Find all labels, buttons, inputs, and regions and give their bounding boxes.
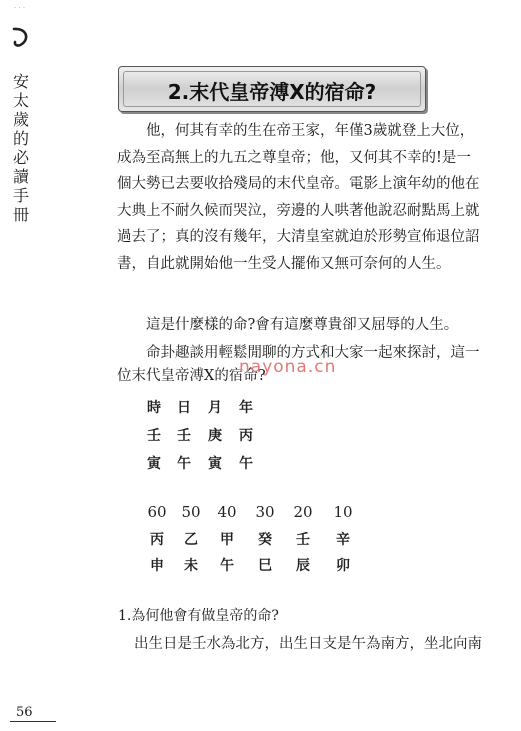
book-title-char: 太: [12, 91, 29, 110]
chapter-title-banner: [118, 66, 426, 112]
site-watermark: nayona.cn: [239, 357, 337, 377]
paragraph-line: 成為至高無上的九五之尊皇帝；他，又何其不幸的!是一: [117, 149, 471, 166]
paragraph-line: 個大勢已去要收拾殘局的末代皇帝。電影上演年幼的他在: [117, 176, 480, 192]
page-number: 56: [16, 705, 33, 720]
bazi-branch-cell: 寅: [208, 456, 222, 472]
dayun-age-cell: 50: [181, 503, 201, 521]
paragraph-line: 書，自此就開始他一生受人擺佈又無可奈何的人生。: [117, 255, 451, 272]
dayun-stem-cell: 丙: [150, 532, 164, 548]
paragraph-line: 這是什麼樣的命?會有這麼尊貴卻又屈辱的人生。: [146, 317, 459, 333]
dayun-age-cell: 10: [333, 503, 353, 521]
paragraph-line: 過去了；真的沒有幾年，大清皇室就迫於形勢宣佈退位詔: [117, 229, 480, 245]
bazi-header-cell: 日: [177, 400, 191, 416]
paragraph-line: 出生日是壬水為北方，出生日支是午為南方，坐北向南: [134, 636, 482, 652]
bazi-stem-cell: 庚: [208, 428, 222, 444]
paragraph-line: 他，何其有幸的生在帝王家，年僅3歲就登上大位，: [146, 123, 475, 139]
bazi-header-cell: 月: [208, 400, 222, 416]
book-title-char: 安: [12, 72, 29, 91]
bazi-stem-cell: 壬: [177, 428, 191, 444]
book-title-char: 手: [12, 186, 29, 205]
paragraph-line: 命卦趣談用輕鬆閒聊的方式和大家一起來探討，這一: [146, 345, 480, 361]
book-title-char: 讀: [12, 167, 29, 186]
dayun-stem-cell: 甲: [220, 532, 234, 548]
dayun-stem-cell: 癸: [258, 532, 272, 548]
dayun-branch-cell: 辰: [296, 558, 310, 574]
dayun-branch-cell: 午: [220, 558, 234, 574]
paragraph-intro: [117, 118, 489, 277]
bazi-stem-cell: 丙: [239, 428, 253, 444]
dayun-age-cell: 40: [217, 503, 237, 521]
dayun-age-cell: 60: [147, 503, 167, 521]
paragraph-line: 位末代皇帝溥X的宿命?: [117, 367, 266, 384]
bazi-branch-cell: 寅: [147, 456, 161, 472]
section-question: 1.為何他會有做皇帝的命?: [118, 608, 279, 624]
dayun-stem-cell: 乙: [184, 532, 198, 548]
book-title-char: 歲: [12, 110, 29, 129]
dayun-age-cell: 30: [255, 503, 275, 521]
dayun-branch-cell: 未: [184, 558, 198, 574]
corner-header-text: · · ·: [14, 4, 26, 12]
book-title-char: 冊: [12, 205, 29, 224]
bazi-stem-cell: 壬: [147, 428, 161, 444]
book-title-vertical: [8, 72, 34, 224]
swirl-ornament-icon: [10, 26, 32, 48]
bazi-header-cell: 時: [147, 400, 161, 416]
bazi-branch-cell: 午: [239, 456, 253, 472]
book-title-char: 必: [12, 148, 29, 167]
dayun-stem-cell: 辛: [336, 532, 350, 548]
page-number-rule: [10, 721, 56, 722]
book-title-char: 的: [12, 129, 29, 148]
dayun-branch-cell: 巳: [258, 558, 272, 574]
dayun-branch-cell: 申: [150, 558, 164, 574]
dayun-stem-cell: 壬: [296, 532, 310, 548]
bazi-branch-cell: 午: [177, 456, 191, 472]
chapter-title: 2.末代皇帝溥X的宿命?: [167, 80, 377, 104]
paragraph-question: [117, 312, 489, 339]
dayun-branch-cell: 卯: [336, 558, 350, 574]
paragraph-line: 大典上不耐久候而哭泣，旁邊的人哄著他說忍耐點馬上就: [117, 202, 480, 219]
dayun-age-cell: 20: [293, 503, 313, 521]
bazi-header-cell: 年: [239, 400, 253, 416]
